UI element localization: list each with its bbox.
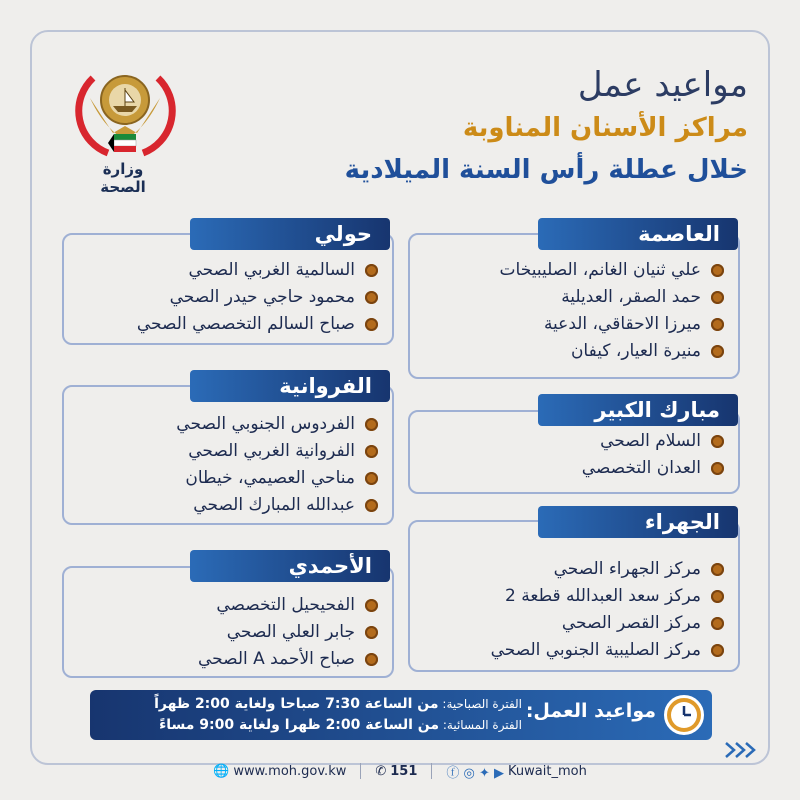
section-title-farwaniya: الفروانية <box>190 370 390 402</box>
section-title-ahmadi: الأحمدي <box>190 550 390 582</box>
list-item: جابر العلي الصحي <box>72 619 378 646</box>
bullet-icon <box>365 499 378 512</box>
bullet-icon <box>365 626 378 639</box>
phone-link[interactable]: ✆ 151 <box>375 763 418 779</box>
list-item: ميرزا الاحقاقي، الدعية <box>418 311 724 338</box>
list-item: السالمية الغربي الصحي <box>72 257 378 284</box>
list-item: مركز الجهراء الصحي <box>418 556 724 583</box>
ministry-name: وزارة الصحة <box>100 160 146 196</box>
list-item: السلام الصحي <box>418 428 724 455</box>
social-link[interactable]: ⓕ ◎ ✦ ▶ Kuwait_moh <box>446 763 587 781</box>
bullet-icon <box>365 318 378 331</box>
bullet-icon <box>365 264 378 277</box>
section-title-capital: العاصمة <box>538 218 738 250</box>
bullet-icon <box>365 291 378 304</box>
list-item: العدان التخصصي <box>418 455 724 482</box>
section-title-hawalli: حولي <box>190 218 390 250</box>
evening-shift: الفترة المسائية: من الساعة 2:00 ظهرا ولغاية 9:00 مساءً <box>159 717 522 733</box>
divider <box>431 763 432 779</box>
list-item: الفروانية الغربي الصحي <box>72 438 378 465</box>
bullet-icon <box>365 445 378 458</box>
globe-icon: 🌐 <box>213 763 230 779</box>
section-capital <box>408 233 740 379</box>
footer <box>190 760 610 782</box>
list-item: حمد الصقر، العديلية <box>418 284 724 311</box>
list-item: مناحي العصيمي، خيطان <box>72 465 378 492</box>
bullet-icon <box>365 418 378 431</box>
list-item: الفردوس الجنوبي الصحي <box>72 411 378 438</box>
social-icons: ⓕ ◎ ✦ ▶ <box>446 765 505 781</box>
bullet-icon <box>711 462 724 475</box>
section-title-mubarak: مبارك الكبير <box>538 394 738 426</box>
page-title: مواعيد عمل <box>577 65 748 105</box>
bullet-icon <box>711 345 724 358</box>
list-item: مركز القصر الصحي <box>418 610 724 637</box>
working-hours-label: مواعيد العمل: <box>525 700 656 722</box>
bullet-icon <box>711 435 724 448</box>
morning-shift: الفترة الصباحية: من الساعة 7:30 صباحا ولغاية 2:00 ظهراً <box>154 696 522 712</box>
website-link[interactable]: 🌐 www.moh.gov.kw <box>213 763 347 779</box>
bullet-icon <box>711 291 724 304</box>
bullet-icon <box>711 590 724 603</box>
list-item: محمود حاجي حيدر الصحي <box>72 284 378 311</box>
list-item: مركز سعد العبدالله قطعة 2 <box>418 583 724 610</box>
section-farwaniya <box>62 385 394 525</box>
page-subtitle: مراكز الأسنان المناوبة <box>462 113 748 143</box>
list-item: مركز الصليبية الجنوبي الصحي <box>418 637 724 664</box>
working-hours-times <box>102 694 522 736</box>
bullet-icon <box>711 617 724 630</box>
bullet-icon <box>711 563 724 576</box>
list-item: صباح الأحمد A الصحي <box>72 646 378 673</box>
phone-icon: ✆ <box>375 763 387 779</box>
divider <box>360 763 361 779</box>
title-block <box>268 62 748 192</box>
section-jahra <box>408 520 740 672</box>
bullet-icon <box>711 318 724 331</box>
page-subtitle-2: خلال عطلة رأس السنة الميلادية <box>344 155 748 185</box>
section-title-jahra: الجهراء <box>538 506 738 538</box>
bullet-icon <box>365 599 378 612</box>
bullet-icon <box>365 653 378 666</box>
list-item: صباح السالم التخصصي الصحي <box>72 311 378 338</box>
list-item: عبدالله المبارك الصحي <box>72 492 378 519</box>
bullet-icon <box>365 472 378 485</box>
working-hours-bar <box>90 690 712 740</box>
chevron-right-icon <box>722 740 758 760</box>
list-item: منيرة العيار، كيفان <box>418 338 724 365</box>
bullet-icon <box>711 644 724 657</box>
section-ahmadi <box>62 566 394 678</box>
bullet-icon <box>711 264 724 277</box>
list-item: علي ثنيان الغانم، الصليبيخات <box>418 257 724 284</box>
clock-icon <box>664 695 704 735</box>
list-item: الفحيحيل التخصصي <box>72 592 378 619</box>
